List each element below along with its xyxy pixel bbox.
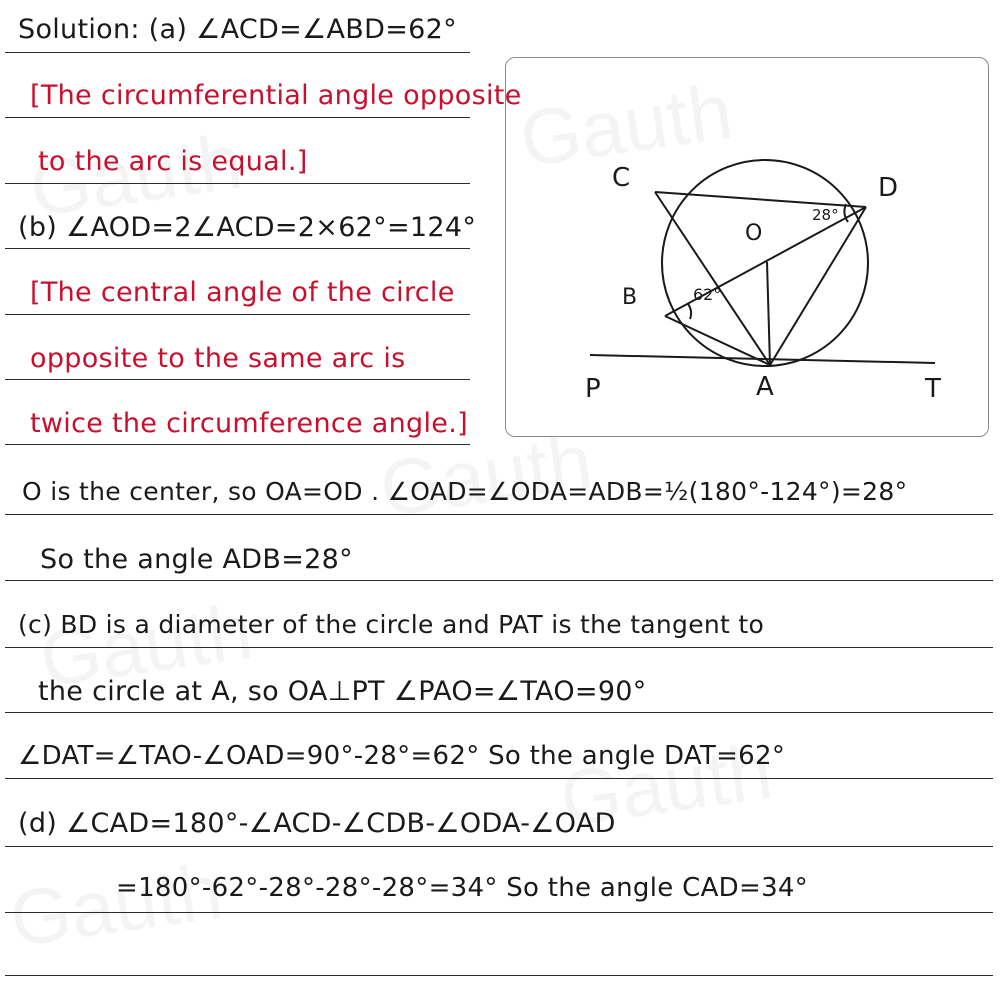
- chord-cd: [655, 192, 866, 207]
- radius-oa: [767, 262, 770, 365]
- part-c-line-1: (c) BD is a diameter of the circle and PAT is the tangent to: [18, 610, 765, 639]
- part-a-reason-line-1: [The circumferential angle opposite: [30, 80, 522, 111]
- chord-da: [770, 207, 866, 365]
- part-b-conclusion: So the angle ADB=28°: [40, 544, 353, 575]
- part-d-line-2: =180°-62°-28°-28°-28°=34° So the angle CAD=34°: [116, 873, 809, 903]
- part-d-line-1: (d) ∠CAD=180°-∠ACD-∠CDB-∠ODA-∠OAD: [18, 808, 616, 839]
- part-b-working: O is the center, so OA=OD . ∠OAD=∠ODA=ADB=½(180°-124°)=28°: [22, 477, 908, 506]
- part-a-answer: Solution: (a) ∠ACD=∠ABD=62°: [18, 14, 457, 45]
- circle: [662, 160, 868, 366]
- label-p: P: [585, 374, 601, 404]
- angle-arc-b: [688, 304, 691, 319]
- label-t: T: [925, 374, 941, 404]
- part-c-line-3: ∠DAT=∠TAO-∠OAD=90°-28°=62° So the angle DAT=62°: [18, 741, 786, 771]
- label-d: D: [878, 173, 899, 203]
- label-o: O: [745, 221, 763, 246]
- part-b-reason-line-3: twice the circumference angle.]: [30, 408, 468, 439]
- part-a-reason-line-2: to the arc is equal.]: [38, 146, 308, 177]
- label-c: C: [612, 163, 631, 193]
- label-b: B: [622, 285, 638, 310]
- part-b-reason-line-2: opposite to the same arc is: [30, 343, 406, 374]
- label-a: A: [756, 372, 774, 402]
- angle-label-b: 62°: [693, 285, 722, 304]
- angle-label-d: 28°: [812, 206, 839, 224]
- part-c-line-2: the circle at A, so OA⊥PT ∠PAO=∠TAO=90°: [38, 676, 647, 707]
- part-b-answer: (b) ∠AOD=2∠ACD=2×62°=124°: [18, 212, 477, 243]
- part-b-reason-line-1: [The central angle of the circle: [30, 277, 455, 308]
